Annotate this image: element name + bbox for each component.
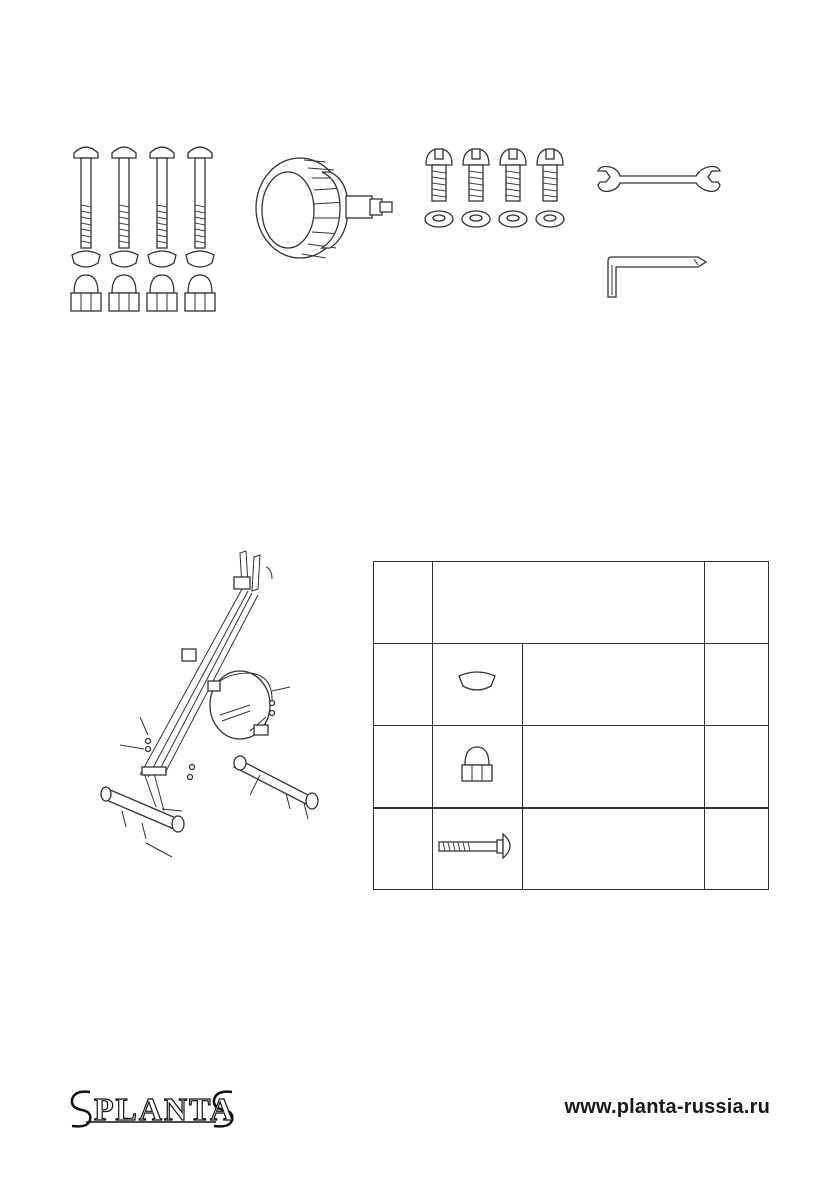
flat-washer-icon <box>499 211 527 227</box>
row-name <box>522 644 704 726</box>
allen-screw-icon <box>537 149 563 201</box>
carriage-bolts-group <box>60 145 225 320</box>
carriage-bolt-icon <box>74 147 98 248</box>
row-qty <box>705 644 769 726</box>
flat-washer-icon <box>536 211 564 227</box>
cap-nut-icon <box>109 275 139 311</box>
row-name <box>522 808 704 890</box>
cap-nut-icon <box>147 275 177 311</box>
curved-washer-icon <box>455 670 499 694</box>
allen-screw-icon <box>500 149 526 201</box>
cap-nut-icon <box>460 745 494 783</box>
curved-washer-icon <box>110 251 138 267</box>
table-row <box>374 726 769 808</box>
carriage-bolt-icon <box>188 147 212 248</box>
planta-logo <box>66 1086 236 1132</box>
wrench-icon <box>596 165 721 197</box>
cap-nut-icon <box>71 275 101 311</box>
carriage-bolt-icon <box>112 147 136 248</box>
header-cell-qty <box>705 562 769 644</box>
table-row <box>374 644 769 726</box>
tension-knob-icon <box>252 152 397 267</box>
row-number <box>374 644 433 726</box>
row-image <box>432 726 522 808</box>
row-image <box>432 808 522 890</box>
header-cell-description <box>432 562 704 644</box>
allen-screw-icon <box>426 149 452 201</box>
allen-screw-icon <box>463 149 489 201</box>
row-number <box>374 808 433 890</box>
row-qty <box>705 808 769 890</box>
curved-washer-icon <box>148 251 176 267</box>
row-qty <box>705 726 769 808</box>
row-name <box>522 726 704 808</box>
row-image <box>432 644 522 726</box>
allen-key-icon <box>606 255 711 300</box>
screws-group <box>418 145 568 235</box>
assembly-diagram <box>100 545 320 860</box>
parts-table-header <box>374 562 769 644</box>
logo-wordmark: PLANTA <box>94 1091 236 1127</box>
flat-washer-icon <box>425 211 453 227</box>
website-url[interactable]: www.planta-russia.ru <box>564 1096 770 1118</box>
header-cell-number <box>374 562 433 644</box>
carriage-bolt-icon <box>150 147 174 248</box>
cap-nut-icon <box>185 275 215 311</box>
curved-washer-icon <box>186 251 214 267</box>
curved-washer-icon <box>72 251 100 267</box>
table-row <box>374 808 769 890</box>
row-number <box>374 726 433 808</box>
parts-table <box>373 561 769 890</box>
carriage-bolt-icon <box>435 832 519 860</box>
flat-washer-icon <box>462 211 490 227</box>
